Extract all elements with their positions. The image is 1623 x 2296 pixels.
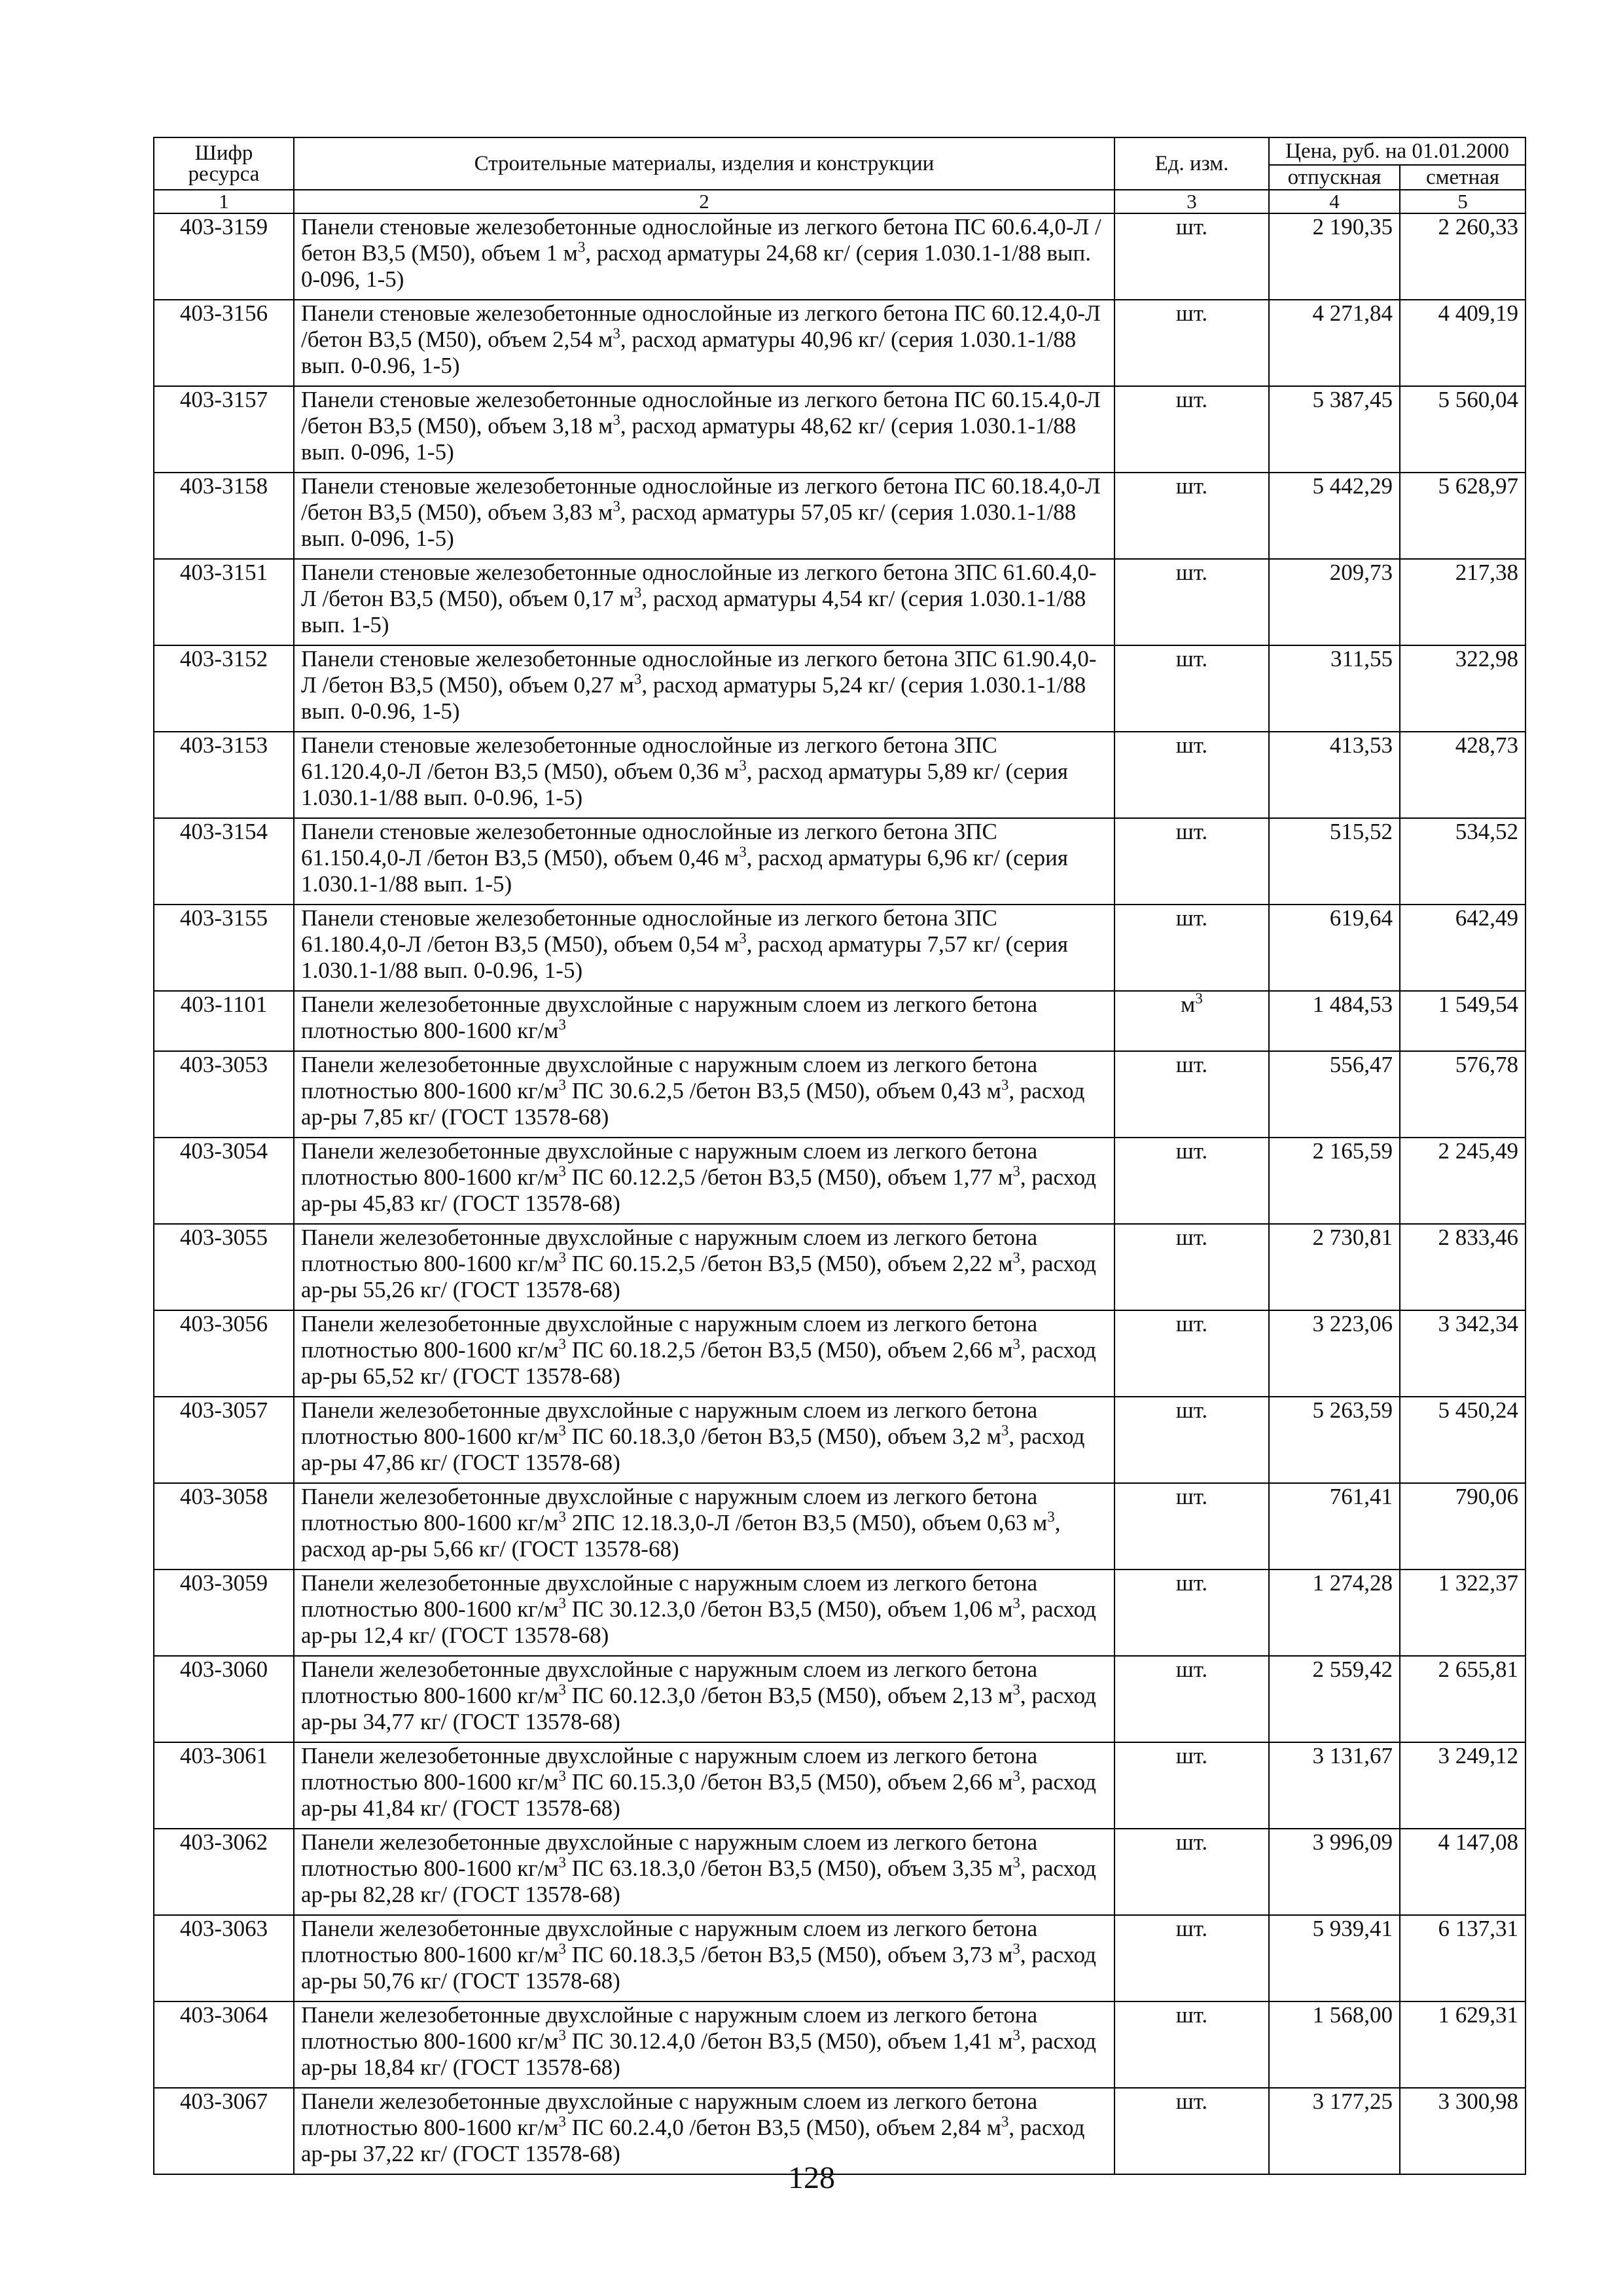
cell-name: Панели железобетонные двухслойные с наружным слоем из легкого бетона плотностью 800-1600 $кг/м^3$ ПС 60.18.3,0 /бетон В3,5 (М50), объем 3,2 $м^3$, расход ар-ры 47,86 кг/ (ГОСТ 13578-68): [294, 1397, 1115, 1483]
cell-name: Панели железобетонные двухслойные с наружным слоем из легкого бетона плотностью 800-1600 $кг/м^3$ ПС 60.18.3,5 /бетон В3,5 (М50), объем 3,73 $м^3$, расход ар-ры 50,76 кг/ (ГОСТ 13578-68): [294, 1915, 1115, 2001]
cell-price-release: 556,47: [1269, 1051, 1400, 1138]
cell-code: 403-3064: [154, 2001, 294, 2088]
cell-price-estimate: 2 655,81: [1400, 1656, 1525, 1742]
column-number: 1: [154, 190, 294, 213]
cell-unit: шт.: [1115, 818, 1269, 905]
cell-unit: шт.: [1115, 1829, 1269, 1915]
cell-code: 403-3057: [154, 1397, 294, 1483]
cell-name: Панели железобетонные двухслойные с наружным слоем из легкого бетона плотностью 800-1600 $кг/м^3$ ПС 30.12.4,0 /бетон В3,5 (М50), объем 1,41 $м^3$, расход ар-ры 18,84 кг/ (ГОСТ 13578-68): [294, 2001, 1115, 2088]
cell-code: 403-3067: [154, 2088, 294, 2174]
cell-price-estimate: 534,52: [1400, 818, 1525, 905]
cell-unit: шт.: [1115, 1483, 1269, 1570]
cell-price-release: 5 387,45: [1269, 386, 1400, 473]
column-number: 5: [1400, 190, 1525, 213]
table-row: [154, 1483, 1525, 1570]
table-row: [154, 732, 1525, 818]
cell-code: 403-3061: [154, 1742, 294, 1829]
cell-price-release: 515,52: [1269, 818, 1400, 905]
cell-price-release: 1 484,53: [1269, 991, 1400, 1051]
cell-unit: шт.: [1115, 300, 1269, 386]
cell-unit: шт.: [1115, 1397, 1269, 1483]
header-unit: Ед. изм.: [1115, 137, 1269, 190]
table-row: [154, 1829, 1525, 1915]
cell-name: Панели железобетонные двухслойные с наружным слоем из легкого бетона плотностью 800-1600 $кг/м^3$ ПС 30.12.3,0 /бетон В3,5 (М50), объем 1,06 $м^3$, расход ар-ры 12,4 кг/ (ГОСТ 13578-68): [294, 1570, 1115, 1656]
header-name: Строительные материалы, изделия и конструкции: [294, 137, 1115, 190]
cell-price-release: 619,64: [1269, 905, 1400, 991]
cell-price-estimate: 5 450,24: [1400, 1397, 1525, 1483]
cell-price-estimate: 1 629,31: [1400, 2001, 1525, 2088]
cell-code: 403-3152: [154, 645, 294, 732]
cell-name: Панели стеновые железобетонные однослойные из легкого бетона 3ПС 61.60.4,0-Л /бетон В3,5 (М50), объем 0,17 $м^3$, расход арматуры 4,54 кг/ (серия 1.030.1-1/88 вып. 1-5): [294, 559, 1115, 645]
table-row: [154, 386, 1525, 473]
cell-unit: шт.: [1115, 1138, 1269, 1224]
cell-price-estimate: 576,78: [1400, 1051, 1525, 1138]
cell-name: Панели железобетонные двухслойные с наружным слоем из легкого бетона плотностью 800-1600 $кг/м^3$: [294, 991, 1115, 1051]
cell-name: Панели стеновые железобетонные однослойные из легкого бетона 3ПС 61.120.4,0-Л /бетон В3,5 (М50), объем 0,36 $м^3$, расход арматуры 5,89 кг/ (серия 1.030.1-1/88 вып. 0-0.96, 1-5): [294, 732, 1115, 818]
cell-unit: шт.: [1115, 732, 1269, 818]
table-row: [154, 1138, 1525, 1224]
cell-price-estimate: 1 549,54: [1400, 991, 1525, 1051]
table-row: [154, 818, 1525, 905]
cell-code: 403-3155: [154, 905, 294, 991]
cell-unit: шт.: [1115, 386, 1269, 473]
cell-price-release: 3 996,09: [1269, 1829, 1400, 1915]
cell-unit: шт.: [1115, 1742, 1269, 1829]
cell-price-release: 4 271,84: [1269, 300, 1400, 386]
table-row: [154, 473, 1525, 559]
cell-unit: шт.: [1115, 2088, 1269, 2174]
cell-unit: $м^3$: [1115, 991, 1269, 1051]
cell-name: Панели железобетонные двухслойные с наружным слоем из легкого бетона плотностью 800-1600 $кг/м^3$ ПС 60.18.2,5 /бетон В3,5 (М50), объем 2,66 $м^3$, расход ар-ры 65,52 кг/ (ГОСТ 13578-68): [294, 1310, 1115, 1397]
table-row: [154, 213, 1525, 300]
cell-price-estimate: 4 147,08: [1400, 1829, 1525, 1915]
cell-price-estimate: 2 833,46: [1400, 1224, 1525, 1310]
cell-price-estimate: 5 628,97: [1400, 473, 1525, 559]
cell-price-release: 2 559,42: [1269, 1656, 1400, 1742]
table-row: [154, 991, 1525, 1051]
cell-unit: шт.: [1115, 905, 1269, 991]
cell-code: 403-3054: [154, 1138, 294, 1224]
cell-code: 403-3153: [154, 732, 294, 818]
column-number: 2: [294, 190, 1115, 213]
cell-code: 403-3159: [154, 213, 294, 300]
cell-price-estimate: 790,06: [1400, 1483, 1525, 1570]
header-price-estimate: сметная: [1400, 165, 1525, 190]
header-code: Шифр ресурса: [154, 137, 294, 190]
cell-price-release: 1 274,28: [1269, 1570, 1400, 1656]
cell-price-release: 1 568,00: [1269, 2001, 1400, 2088]
table-row: [154, 300, 1525, 386]
cell-code: 403-3056: [154, 1310, 294, 1397]
cell-code: 403-1101: [154, 991, 294, 1051]
table-row: [154, 645, 1525, 732]
cell-price-release: 311,55: [1269, 645, 1400, 732]
cell-price-estimate: 1 322,37: [1400, 1570, 1525, 1656]
cell-name: Панели железобетонные двухслойные с наружным слоем из легкого бетона плотностью 800-1600 $кг/м^3$ ПС 60.12.3,0 /бетон В3,5 (М50), объем 2,13 $м^3$, расход ар-ры 34,77 кг/ (ГОСТ 13578-68): [294, 1656, 1115, 1742]
cell-unit: шт.: [1115, 213, 1269, 300]
cell-code: 403-3151: [154, 559, 294, 645]
cell-price-release: 3 131,67: [1269, 1742, 1400, 1829]
table-body: [154, 213, 1525, 2174]
cell-price-release: 5 442,29: [1269, 473, 1400, 559]
cell-price-estimate: 3 342,34: [1400, 1310, 1525, 1397]
cell-price-estimate: 5 560,04: [1400, 386, 1525, 473]
table-row: [154, 1570, 1525, 1656]
cell-name: Панели стеновые железобетонные однослойные из легкого бетона ПС 60.6.4,0-Л /бетон В3,5 (М50), объем 1 $м^3$, расход арматуры 24,68 кг/ (серия 1.030.1-1/88 вып. 0-096, 1-5): [294, 213, 1115, 300]
cell-unit: шт.: [1115, 1915, 1269, 2001]
cell-price-estimate: 3 249,12: [1400, 1742, 1525, 1829]
price-table: [153, 137, 1526, 2175]
cell-price-estimate: 217,38: [1400, 559, 1525, 645]
cell-unit: шт.: [1115, 1224, 1269, 1310]
cell-price-release: 2 165,59: [1269, 1138, 1400, 1224]
cell-price-release: 209,73: [1269, 559, 1400, 645]
cell-price-release: 2 730,81: [1269, 1224, 1400, 1310]
cell-unit: шт.: [1115, 559, 1269, 645]
cell-code: 403-3156: [154, 300, 294, 386]
cell-unit: шт.: [1115, 473, 1269, 559]
cell-code: 403-3055: [154, 1224, 294, 1310]
cell-code: 403-3063: [154, 1915, 294, 2001]
cell-name: Панели стеновые железобетонные однослойные из легкого бетона 3ПС 61.180.4,0-Л /бетон В3,5 (М50), объем 0,54 $м^3$, расход арматуры 7,57 кг/ (серия 1.030.1-1/88 вып. 0-0.96, 1-5): [294, 905, 1115, 991]
cell-code: 403-3060: [154, 1656, 294, 1742]
table-row: [154, 1656, 1525, 1742]
cell-price-release: 413,53: [1269, 732, 1400, 818]
cell-price-release: 3 223,06: [1269, 1310, 1400, 1397]
header-price-group: Цена, руб. на 01.01.2000: [1269, 137, 1525, 165]
cell-price-estimate: 2 245,49: [1400, 1138, 1525, 1224]
table-row: [154, 1310, 1525, 1397]
cell-price-release: 2 190,35: [1269, 213, 1400, 300]
table-row: [154, 559, 1525, 645]
cell-name: Панели стеновые железобетонные однослойные из легкого бетона ПС 60.15.4,0-Л /бетон В3,5 (М50), объем 3,18 $м^3$, расход арматуры 48,62 кг/ (серия 1.030.1-1/88 вып. 0-096, 1-5): [294, 386, 1115, 473]
column-number: 4: [1269, 190, 1400, 213]
cell-price-estimate: 2 260,33: [1400, 213, 1525, 300]
cell-price-estimate: 4 409,19: [1400, 300, 1525, 386]
cell-unit: шт.: [1115, 1310, 1269, 1397]
cell-code: 403-3158: [154, 473, 294, 559]
cell-name: Панели стеновые железобетонные однослойные из легкого бетона ПС 60.18.4,0-Л /бетон В3,5 (М50), объем 3,83 $м^3$, расход арматуры 57,05 кг/ (серия 1.030.1-1/88 вып. 0-096, 1-5): [294, 473, 1115, 559]
cell-name: Панели стеновые железобетонные однослойные из легкого бетона 3ПС 61.90.4,0-Л /бетон В3,5 (М50), объем 0,27 $м^3$, расход арматуры 5,24 кг/ (серия 1.030.1-1/88 вып. 0-0.96, 1-5): [294, 645, 1115, 732]
cell-price-release: 5 263,59: [1269, 1397, 1400, 1483]
cell-unit: шт.: [1115, 1570, 1269, 1656]
cell-unit: шт.: [1115, 2001, 1269, 2088]
cell-code: 403-3059: [154, 1570, 294, 1656]
cell-price-estimate: 322,98: [1400, 645, 1525, 732]
cell-name: Панели стеновые железобетонные однослойные из легкого бетона 3ПС 61.150.4,0-Л /бетон В3,5 (М50), объем 0,46 $м^3$, расход арматуры 6,96 кг/ (серия 1.030.1-1/88 вып. 1-5): [294, 818, 1115, 905]
cell-code: 403-3157: [154, 386, 294, 473]
cell-code: 403-3154: [154, 818, 294, 905]
cell-code: 403-3053: [154, 1051, 294, 1138]
table-row: [154, 1397, 1525, 1483]
table-row: [154, 1915, 1525, 2001]
cell-price-estimate: 6 137,31: [1400, 1915, 1525, 2001]
table-row: [154, 1051, 1525, 1138]
cell-name: Панели железобетонные двухслойные с наружным слоем из легкого бетона плотностью 800-1600 $кг/м^3$ ПС 60.15.2,5 /бетон В3,5 (М50), объем 2,22 $м^3$, расход ар-ры 55,26 кг/ (ГОСТ 13578-68): [294, 1224, 1115, 1310]
cell-name: Панели железобетонные двухслойные с наружным слоем из легкого бетона плотностью 800-1600 $кг/м^3$ ПС 60.12.2,5 /бетон В3,5 (М50), объем 1,77 $м^3$, расход ар-ры 45,83 кг/ (ГОСТ 13578-68): [294, 1138, 1115, 1224]
table-row: [154, 2001, 1525, 2088]
cell-unit: шт.: [1115, 645, 1269, 732]
cell-unit: шт.: [1115, 1051, 1269, 1138]
cell-price-release: 5 939,41: [1269, 1915, 1400, 2001]
cell-price-estimate: 642,49: [1400, 905, 1525, 991]
cell-name: Панели железобетонные двухслойные с наружным слоем из легкого бетона плотностью 800-1600 $кг/м^3$ ПС 60.2.4,0 /бетон В3,5 (М50), объем 2,84 $м^3$, расход ар-ры 37,22 кг/ (ГОСТ 13578-68): [294, 2088, 1115, 2174]
cell-code: 403-3062: [154, 1829, 294, 1915]
cell-unit: шт.: [1115, 1656, 1269, 1742]
cell-name: Панели железобетонные двухслойные с наружным слоем из легкого бетона плотностью 800-1600 $кг/м^3$ 2ПС 12.18.3,0-Л /бетон В3,5 (М50), объем 0,63 $м^3$, расход ар-ры 5,66 кг/ (ГОСТ 13578-68): [294, 1483, 1115, 1570]
cell-price-estimate: 3 300,98: [1400, 2088, 1525, 2174]
header-price-release: отпускная: [1269, 165, 1400, 190]
cell-name: Панели железобетонные двухслойные с наружным слоем из легкого бетона плотностью 800-1600 $кг/м^3$ ПС 63.18.3,0 /бетон В3,5 (М50), объем 3,35 $м^3$, расход ар-ры 82,28 кг/ (ГОСТ 13578-68): [294, 1829, 1115, 1915]
column-number: 3: [1115, 190, 1269, 213]
cell-name: Панели железобетонные двухслойные с наружным слоем из легкого бетона плотностью 800-1600 $кг/м^3$ ПС 30.6.2,5 /бетон В3,5 (М50), объем 0,43 $м^3$, расход ар-ры 7,85 кг/ (ГОСТ 13578-68): [294, 1051, 1115, 1138]
table-row: [154, 905, 1525, 991]
cell-price-release: 761,41: [1269, 1483, 1400, 1570]
cell-name: Панели железобетонные двухслойные с наружным слоем из легкого бетона плотностью 800-1600 $кг/м^3$ ПС 60.15.3,0 /бетон В3,5 (М50), объем 2,66 $м^3$, расход ар-ры 41,84 кг/ (ГОСТ 13578-68): [294, 1742, 1115, 1829]
cell-price-release: 3 177,25: [1269, 2088, 1400, 2174]
page-number: 128: [788, 2161, 835, 2195]
cell-name: Панели стеновые железобетонные однослойные из легкого бетона ПС 60.12.4,0-Л /бетон В3,5 (М50), объем 2,54 $м^3$, расход арматуры 40,96 кг/ (серия 1.030.1-1/88 вып. 0-0.96, 1-5): [294, 300, 1115, 386]
cell-code: 403-3058: [154, 1483, 294, 1570]
table-row: [154, 1224, 1525, 1310]
cell-price-estimate: 428,73: [1400, 732, 1525, 818]
table-row: [154, 1742, 1525, 1829]
